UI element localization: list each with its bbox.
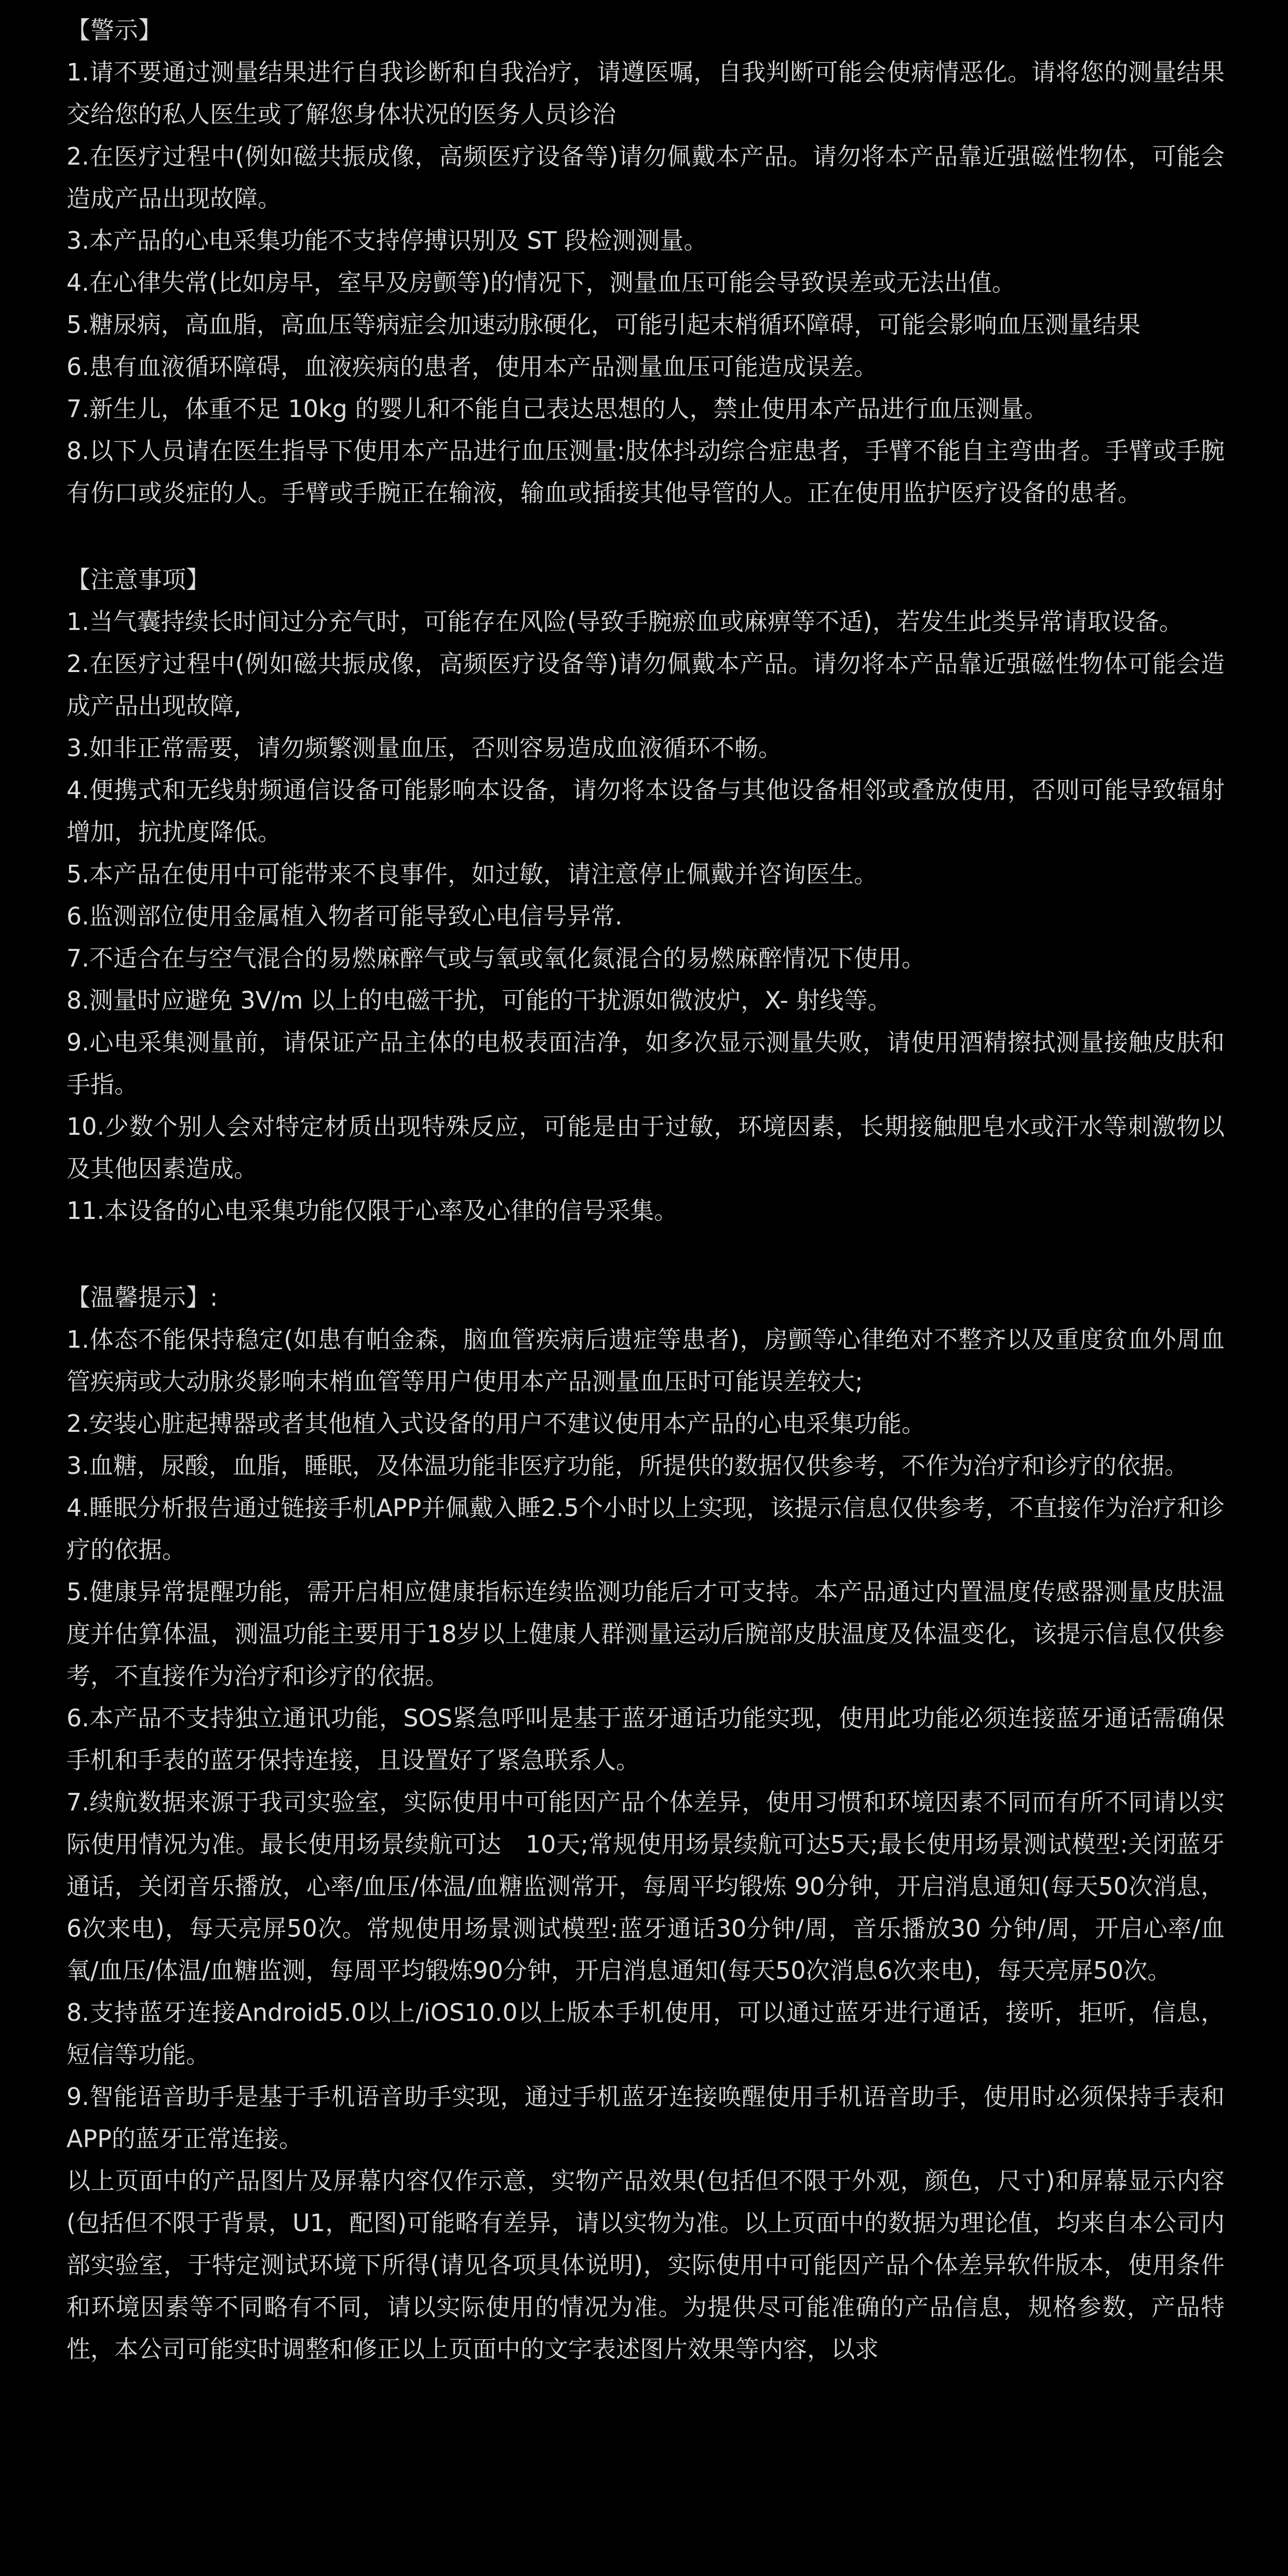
list-item: 9.智能语音助手是基于手机语音助手实现，通过手机蓝牙连接唤醒使用手机语音助手，使用时必须保持手表和APP的蓝牙正常连接。 [66, 2083, 1225, 2153]
list-item: 4.睡眠分析报告通过链接手机APP并佩戴入睡2.5个小时以上实现，该提示信息仅供参考，不直接作为治疗和诊疗的依据。 [66, 1494, 1225, 1564]
list-item: 1.体态不能保持稳定(如患有帕金森，脑血管疾病后遗症等患者)，房颤等心律绝对不整齐以及重度贫血外周血管疾病或大动脉炎影响末梢血管等用户使用本产品测量血压时可能误差较大; [66, 1325, 1225, 1396]
list-item: 5.糖尿病，高血脂，高血压等病症会加速动脉硬化，可能引起末梢循环障碍，可能会影响血压测量结果 [66, 311, 1141, 339]
list-item: 4.在心律失常(比如房早，室早及房颤等)的情况下，测量血压可能会导致误差或无法出值。 [66, 269, 1016, 297]
section-header: 【温馨提示】: [66, 1283, 218, 1311]
list-item: 3.血糖，尿酸，血脂，睡眠，及体温功能非医疗功能，所提供的数据仅供参考，不作为治疗和诊疗的依据。 [66, 1452, 1188, 1480]
document-content [66, 9, 1225, 2415]
section-header: 【警示】 [66, 16, 162, 44]
list-item: 1.当气囊持续长时间过分充气时，可能存在风险(导致手腕瘀血或麻痹等不适)，若发生此类异常请取设备。 [66, 608, 1183, 636]
list-item: 7.续航数据来源于我司实验室，实际使用中可能因产品个体差异，使用习惯和环境因素不同而有所不同请以实际使用情况为准。最长使用场景续航可达 10天;常规使用场景续航可达5天;最长使用场景测试模型:关闭蓝牙通话，关闭音乐播放，心率/血压/体温/血糖监测常开，每周平均锻炼 90分钟，开启消息通知(每天50次消息，6次来电)，每天亮屏50次。常规使用场景测试模型:蓝牙通话30分钟/周，音乐播放30 分钟/周，开启心率/血氧/血压/体温/血糖监测，每周平均锻炼90分钟，开启消息通知(每天50次消息6次来电)，每天亮屏50次。 [66, 1788, 1225, 1984]
list-item: 4.便携式和无线射频通信设备可能影响本设备，请勿将本设备与其他设备相邻或叠放使用，否则可能导致辐射增加，抗扰度降低。 [66, 776, 1225, 846]
list-item: 8.支持蓝牙连接Android5.0以上/iOS10.0以上版本手机使用，可以通过蓝牙进行通话，接听，拒听，信息，短信等功能。 [66, 1998, 1225, 2069]
list-item: 6.本产品不支持独立通讯功能，SOS紧急呼叫是基于蓝牙通话功能实现，使用此功能必须连接蓝牙通话需确保手机和手表的蓝牙保持连接，且设置好了紧急联系人。 [66, 1704, 1225, 1774]
list-item: 7.不适合在与空气混合的易燃麻醉气或与氧或氧化氮混合的易燃麻醉情况下使用。 [66, 944, 925, 972]
list-item: 7.新生儿，体重不足 10kg 的婴儿和不能自己表达思想的人，禁止使用本产品进行血压测量。 [66, 395, 1048, 423]
section-tips [66, 1277, 1225, 2370]
list-item: 6.患有血液循环障碍，血液疾病的患者，使用本产品测量血压可能造成误差。 [66, 353, 878, 381]
list-item: 11.本设备的心电采集功能仅限于心率及心律的信号采集。 [66, 1197, 678, 1225]
list-item: 2.在医疗过程中(例如磁共振成像，高频医疗设备等)请勿佩戴本产品。请勿将本产品靠近强磁性物体，可能会造成产品出现故障。 [66, 142, 1225, 212]
disclaimer-paragraph: 以上页面中的产品图片及屏幕内容仅作示意，实物产品效果(包括但不限于外观，颜色，尺寸)和屏幕显示内容(包括但不限于背景，U1，配图)可能略有差异，请以实物为准。以上页面中的数据为理论值，均来自本公司内部实验室，于特定测试环境下所得(请见各项具体说明)，实际使用中可能因产品个体差异软件版本，使用条件和环境因素等不同略有不同，请以实际使用的情况为准。为提供尽可能准确的产品信息，规格参数，产品特性，本公司可能实时调整和修正以上页面中的文字表述图片效果等内容，以求 [66, 2167, 1225, 2363]
section-warning [66, 9, 1225, 514]
list-item: 1.请不要通过测量结果进行自我诊断和自我治疗，请遵医嘱，自我判断可能会使病情恶化。请将您的测量结果交给您的私人医生或了解您身体状况的医务人员诊治 [66, 58, 1225, 128]
list-item: 3.本产品的心电采集功能不支持停搏识别及 ST 段检测测量。 [66, 226, 708, 254]
list-item: 8.以下人员请在医生指导下使用本产品进行血压测量:肢体抖动综合症患者，手臂不能自主弯曲者。手臂或手腕有伤口或炎症的人。手臂或手腕正在输液，输血或插接其他导管的人。正在使用监护医疗设备的患者。 [66, 437, 1225, 507]
list-item: 2.安装心脏起搏器或者其他植入式设备的用户不建议使用本产品的心电采集功能。 [66, 1410, 925, 1438]
section-precautions [66, 559, 1225, 1232]
section-header: 【注意事项】 [66, 566, 210, 594]
list-item: 2.在医疗过程中(例如磁共振成像，高频医疗设备等)请勿佩戴本产品。请勿将本产品靠近强磁性物体可能会造成产品出现故障, [66, 650, 1225, 720]
list-item: 5.健康异常提醒功能，需开启相应健康指标连续监测功能后才可支持。本产品通过内置温度传感器测量皮肤温度并估算体温，测温功能主要用于18岁以上健康人群测量运动后腕部皮肤温度及体温变化，该提示信息仅供参考，不直接作为治疗和诊疗的依据。 [66, 1578, 1225, 1690]
list-item: 10.少数个别人会对特定材质出现特殊反应，可能是由于过敏，环境因素，长期接触肥皂水或汗水等刺激物以及其他因素造成。 [66, 1112, 1225, 1183]
list-item: 5.本产品在使用中可能带来不良事件，如过敏，请注意停止佩戴并咨询医生。 [66, 860, 878, 888]
list-item: 3.如非正常需要，请勿频繁测量血压，否则容易造成血液循环不畅。 [66, 734, 782, 762]
list-item: 9.心电采集测量前，请保证产品主体的电极表面洁净，如多次显示测量失败，请使用酒精擦拭测量接触皮肤和手指。 [66, 1028, 1225, 1098]
list-item: 6.监测部位使用金属植入物者可能导致心电信号异常. [66, 902, 623, 930]
list-item: 8.测量时应避免 3V/m 以上的电磁干扰，可能的干扰源如微波炉，X- 射线等。 [66, 986, 892, 1014]
